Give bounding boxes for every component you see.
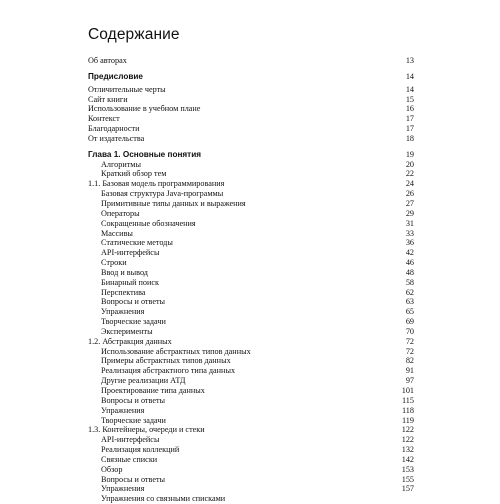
- toc-entry-label: Строки: [101, 258, 127, 268]
- toc-entry[interactable]: [88, 327, 414, 337]
- toc-entry-page: 122: [401, 425, 414, 435]
- toc-entry-page: 157: [401, 484, 414, 494]
- toc-entry-page: 31: [405, 218, 414, 228]
- toc-entry-label: Примеры абстрактных типов данных: [101, 356, 231, 366]
- toc-entry-page: 91: [405, 366, 414, 376]
- toc-entry-page: 142: [401, 454, 414, 464]
- toc-section-title: Предисловие: [88, 71, 143, 81]
- toc-entry-page: 33: [405, 228, 414, 238]
- toc-chapter1-list: [88, 160, 414, 504]
- toc-entry-page: 97: [405, 376, 414, 386]
- toc-entry-page: 115: [402, 395, 414, 405]
- toc-entry-label: Вопросы и ответы: [101, 474, 166, 484]
- toc-entry-label: Бинарный поиск: [101, 277, 159, 287]
- toc-entry-page: 26: [405, 189, 414, 199]
- toc-entry[interactable]: [88, 307, 414, 317]
- toc-entry-label: Упражнения: [101, 405, 145, 415]
- toc-entry-page: 14: [405, 84, 414, 94]
- toc-entry-page: 42: [405, 248, 414, 258]
- toc-entry-label: Упражнения со связными списками: [101, 494, 226, 504]
- toc-entry-label: Контекст: [88, 114, 120, 124]
- toc-entry-label: Массивы: [101, 228, 133, 238]
- toc-entry[interactable]: [88, 475, 414, 485]
- toc-entry[interactable]: [88, 104, 414, 114]
- toc-entry[interactable]: [88, 356, 414, 366]
- toc-entry[interactable]: [88, 268, 414, 278]
- toc-entry[interactable]: [88, 337, 414, 347]
- toc-entry-page: 46: [405, 258, 414, 268]
- toc-entry[interactable]: [88, 248, 414, 258]
- toc-entry[interactable]: [88, 95, 414, 105]
- toc-entry[interactable]: [88, 406, 414, 416]
- toc-entry[interactable]: [88, 376, 414, 386]
- toc-entry-page: 24: [405, 179, 414, 189]
- toc-entry[interactable]: [88, 238, 414, 248]
- toc-entry-page: 18: [405, 133, 414, 143]
- toc-entry-about-authors[interactable]: [88, 56, 414, 66]
- toc-entry-label: Реализация абстрактного типа данных: [101, 366, 236, 376]
- toc-entry[interactable]: [88, 258, 414, 268]
- toc-entry-page: 132: [401, 445, 414, 455]
- toc-entry[interactable]: [88, 179, 414, 189]
- toc-entry[interactable]: [88, 445, 414, 455]
- toc-entry-page: 17: [405, 114, 414, 124]
- toc-entry-label: Благодарности: [88, 124, 140, 134]
- toc-entry[interactable]: [88, 347, 414, 357]
- toc-entry[interactable]: [88, 169, 414, 179]
- toc-entry[interactable]: [88, 124, 414, 134]
- toc-entry-label: 1.1. Базовая модель программирования: [88, 179, 225, 189]
- toc-entry-label: Отличительные черты: [88, 84, 166, 94]
- toc-entry[interactable]: [88, 199, 414, 209]
- toc-entry-label: Сайт книги: [88, 94, 128, 104]
- toc-entry-label: Операторы: [101, 208, 140, 218]
- toc-entry-page: 16: [405, 104, 414, 114]
- toc-entry-page: 72: [405, 336, 414, 346]
- toc-entry[interactable]: [88, 189, 414, 199]
- toc-entry-label: Вопросы и ответы: [101, 297, 166, 307]
- toc-entry[interactable]: [88, 435, 414, 445]
- toc-entry[interactable]: [88, 386, 414, 396]
- toc-entry-label: Об авторах: [88, 56, 127, 65]
- toc-entry-page: 119: [402, 415, 414, 425]
- toc-entry-page: 27: [405, 198, 414, 208]
- toc-entry-label: Сокращенные обозначения: [101, 218, 196, 228]
- toc-entry-page: 122: [401, 435, 414, 445]
- toc-entry[interactable]: [88, 494, 414, 504]
- toc-preface-list: [88, 85, 414, 144]
- toc-entry[interactable]: [88, 416, 414, 426]
- toc-section-chapter1[interactable]: [88, 150, 414, 160]
- toc-entry-label: Примитивные типы данных и выражения: [101, 198, 246, 208]
- toc-entry[interactable]: [88, 85, 414, 95]
- table-of-contents: [88, 56, 414, 504]
- toc-entry-label: Использование абстрактных типов данных: [101, 346, 251, 356]
- toc-entry-page: 65: [405, 307, 414, 317]
- toc-entry[interactable]: [88, 455, 414, 465]
- toc-entry-label: Перспектива: [101, 287, 146, 297]
- toc-entry-page: 70: [405, 326, 414, 336]
- page-title: Содержание: [88, 26, 180, 43]
- toc-entry[interactable]: [88, 465, 414, 475]
- toc-entry-page: 13: [405, 56, 414, 65]
- toc-entry[interactable]: [88, 114, 414, 124]
- toc-entry-label: Алгоритмы: [101, 159, 141, 169]
- toc-section-page: 19: [405, 149, 414, 159]
- toc-entry-page: 155: [401, 474, 414, 484]
- toc-entry[interactable]: [88, 425, 414, 435]
- toc-entry-label: Творческие задачи: [101, 317, 166, 327]
- toc-entry[interactable]: [88, 317, 414, 327]
- toc-entry-label: Вопросы и ответы: [101, 395, 166, 405]
- toc-entry[interactable]: [88, 160, 414, 170]
- toc-entry-label: От издательства: [88, 133, 145, 143]
- toc-entry[interactable]: [88, 278, 414, 288]
- toc-entry[interactable]: [88, 209, 414, 219]
- toc-entry[interactable]: [88, 288, 414, 298]
- toc-entry-label: Творческие задачи: [101, 415, 166, 425]
- toc-entry-label: Использование в учебном плане: [88, 104, 201, 114]
- toc-entry-label: Упражнения: [101, 484, 145, 494]
- toc-entry-label: 1.3. Контейнеры, очереди и стеки: [88, 425, 205, 435]
- toc-entry[interactable]: [88, 484, 414, 494]
- toc-entry-label: API-интерфейсы: [101, 435, 160, 445]
- toc-entry-label: Обзор: [101, 464, 123, 474]
- toc-entry-page: 101: [401, 386, 414, 395]
- toc-entry-page: 118: [402, 405, 414, 415]
- toc-entry-page: 48: [405, 267, 414, 277]
- toc-entry[interactable]: [88, 229, 414, 239]
- toc-entry-label: Эксперименты: [101, 326, 153, 336]
- toc-section-preface[interactable]: [88, 72, 414, 82]
- toc-entry[interactable]: [88, 366, 414, 376]
- toc-section-title: Глава 1. Основные понятия: [88, 149, 202, 159]
- toc-entry-page: 153: [401, 464, 414, 474]
- toc-entry-page: 17: [405, 124, 414, 134]
- toc-entry-page: 63: [405, 297, 414, 307]
- toc-entry-page: 82: [405, 356, 414, 366]
- toc-entry-label: Базовая структура Java-программы: [101, 189, 224, 199]
- toc-entry-page: 36: [405, 238, 414, 248]
- toc-entry-label: API-интерфейсы: [101, 248, 160, 258]
- toc-entry-page: 20: [405, 159, 414, 169]
- toc-entry-label: Связные списки: [101, 454, 158, 464]
- toc-entry-label: Другие реализации АТД: [101, 376, 186, 386]
- toc-entry-label: Проектирование типа данных: [101, 386, 205, 395]
- toc-entry-page: 15: [405, 94, 414, 104]
- toc-entry-label: Упражнения: [101, 307, 145, 317]
- toc-entry-page: 22: [405, 169, 414, 179]
- toc-entry-label: Ввод и вывод: [101, 267, 148, 277]
- toc-entry-page: 58: [405, 277, 414, 287]
- toc-entry[interactable]: [88, 134, 414, 144]
- toc-entry-page: 62: [405, 287, 414, 297]
- toc-entry[interactable]: [88, 297, 414, 307]
- toc-entry[interactable]: [88, 396, 414, 406]
- toc-entry-label: 1.2. Абстракция данных: [88, 336, 172, 346]
- toc-entry-label: Статические методы: [101, 238, 173, 248]
- toc-entry-page: 72: [405, 346, 414, 356]
- toc-entry-page: 69: [405, 317, 414, 327]
- toc-entry-label: Краткий обзор тем: [101, 169, 167, 179]
- toc-section-page: 14: [405, 71, 414, 81]
- toc-entry-page: 29: [405, 208, 414, 218]
- toc-entry-label: Реализация коллекций: [101, 445, 180, 455]
- toc-entry[interactable]: [88, 219, 414, 229]
